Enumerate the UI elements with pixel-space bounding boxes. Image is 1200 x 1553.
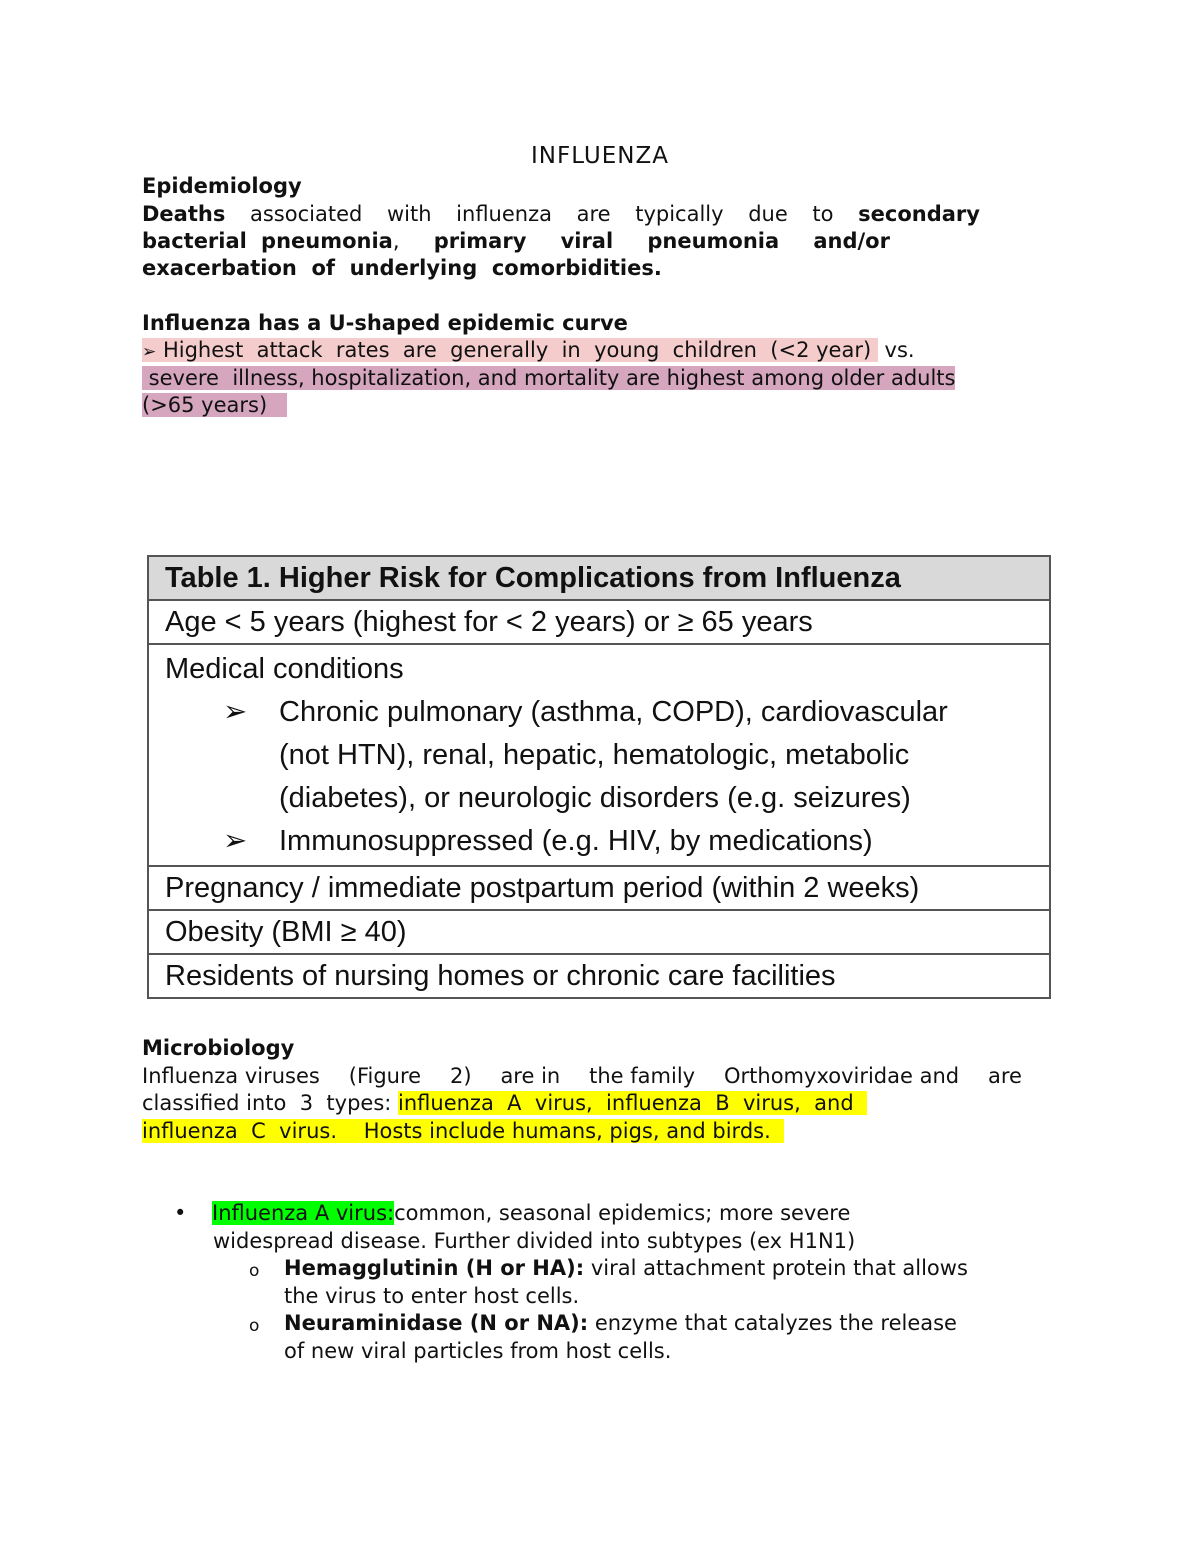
sub-bullet-icon: o: [249, 1261, 260, 1281]
medical-condition-item: ➢ Chronic pulmonary (asthma, COPD), cardiovascular (not HTN), renal, hepatic, hematologic, metabolic (diabetes), or neurologic disorders (e.g. seizures): [223, 691, 1033, 820]
epi-word: typically: [635, 202, 724, 226]
microbiology-heading: Microbiology: [142, 1036, 295, 1060]
neuraminidase-line-2: of new viral particles from host cells.: [284, 1339, 672, 1363]
curve-line-2: [142, 365, 955, 392]
curve-heading: Influenza has a U-shaped epidemic curve: [142, 311, 628, 335]
epi-word: are: [576, 202, 611, 226]
influenza-a-line-1: Influenza A virus:common, seasonal epidemics; more severe: [212, 1201, 851, 1225]
epi-word: pneumonia: [647, 229, 780, 253]
types-highlight: influenza C virus. Hosts include humans, pigs, and birds.: [142, 1119, 785, 1143]
epidemiology-heading: Epidemiology: [142, 174, 302, 198]
sub-bullet-icon: o: [249, 1316, 260, 1336]
epi-word: and/or: [813, 229, 890, 253]
curve-highlight-3: (>65 years): [142, 393, 288, 417]
secondary-term: secondary: [858, 202, 980, 226]
epi-word: with: [386, 202, 432, 226]
hemagglutinin-term: Hemagglutinin (H or HA):: [284, 1256, 585, 1280]
hemagglutinin-line-1: Hemagglutinin (H or HA): viral attachment protein that allows: [284, 1256, 968, 1280]
risk-row-residents: Residents of nursing homes or chronic care facilities: [148, 954, 1050, 998]
deaths-term: Deaths: [142, 202, 226, 226]
arrow-bullet-icon: ➢: [223, 825, 248, 857]
types-highlight: influenza A virus, influenza B virus, and: [398, 1091, 867, 1115]
influenza-a-label: Influenza A virus:: [212, 1201, 395, 1225]
medical-condition-item: ➢ Immunosuppressed (e.g. HIV, by medications): [223, 820, 1033, 863]
neuraminidase-line-1: Neuraminidase (N or NA): enzyme that catalyzes the release: [284, 1311, 957, 1335]
microbiology-line-1: Influenza viruses (Figure 2) are in the family Orthomyxoviridae and are: [142, 1064, 1022, 1088]
risk-row-age: Age < 5 years (highest for < 2 years) or ≥ 65 years: [148, 600, 1050, 644]
risk-row-pregnancy: Pregnancy / immediate postpartum period (within 2 weeks): [148, 866, 1050, 910]
curve-highlight-2: severe illness, hospitalization, and mortality are highest among older adults: [142, 366, 956, 390]
influenza-a-line-2: widespread disease. Further divided into subtypes (ex H1N1): [213, 1229, 856, 1253]
epidemiology-line-2: [142, 228, 890, 255]
curve-line-1: ➢ Highest attack rates are generally in young children (<2 year) vs.: [142, 338, 915, 362]
arrow-bullet-icon: ➢: [223, 696, 248, 728]
epi-word: primary: [433, 229, 527, 253]
epidemiology-line-3: exacerbation of underlying comorbidities.: [142, 256, 662, 280]
neuraminidase-term: Neuraminidase (N or NA):: [284, 1311, 589, 1335]
risk-table: [147, 555, 1051, 999]
hemagglutinin-line-2: the virus to enter host cells.: [284, 1284, 580, 1308]
epi-word: pneumonia,: [261, 229, 400, 253]
microbiology-line-2: classified into 3 types: influenza A virus, influenza B virus, and: [142, 1091, 867, 1115]
curve-highlight-1: ➢ Highest attack rates are generally in young children (<2 year): [142, 338, 878, 362]
epidemiology-line-1: [142, 201, 980, 228]
epi-word: bacterial: [142, 229, 247, 253]
epi-word: influenza: [456, 202, 552, 226]
epi-word: due: [748, 202, 788, 226]
risk-row-obesity: Obesity (BMI ≥ 40): [148, 910, 1050, 954]
epi-word: associated: [249, 202, 363, 226]
medical-conditions-title: Medical conditions: [165, 653, 404, 685]
arrow-bullet-icon: ➢: [142, 342, 157, 362]
risk-table-title: Table 1. Higher Risk for Complications from Influenza: [148, 556, 1050, 600]
epi-word: viral: [560, 229, 614, 253]
epi-word: to: [812, 202, 834, 226]
bullet-dot-icon: •: [174, 1201, 187, 1225]
page-title: INFLUENZA: [531, 143, 669, 169]
microbiology-line-3: [142, 1118, 784, 1145]
curve-line-3: [142, 392, 287, 419]
risk-row-medical: [148, 644, 1050, 866]
medical-conditions-list: [165, 691, 1033, 863]
